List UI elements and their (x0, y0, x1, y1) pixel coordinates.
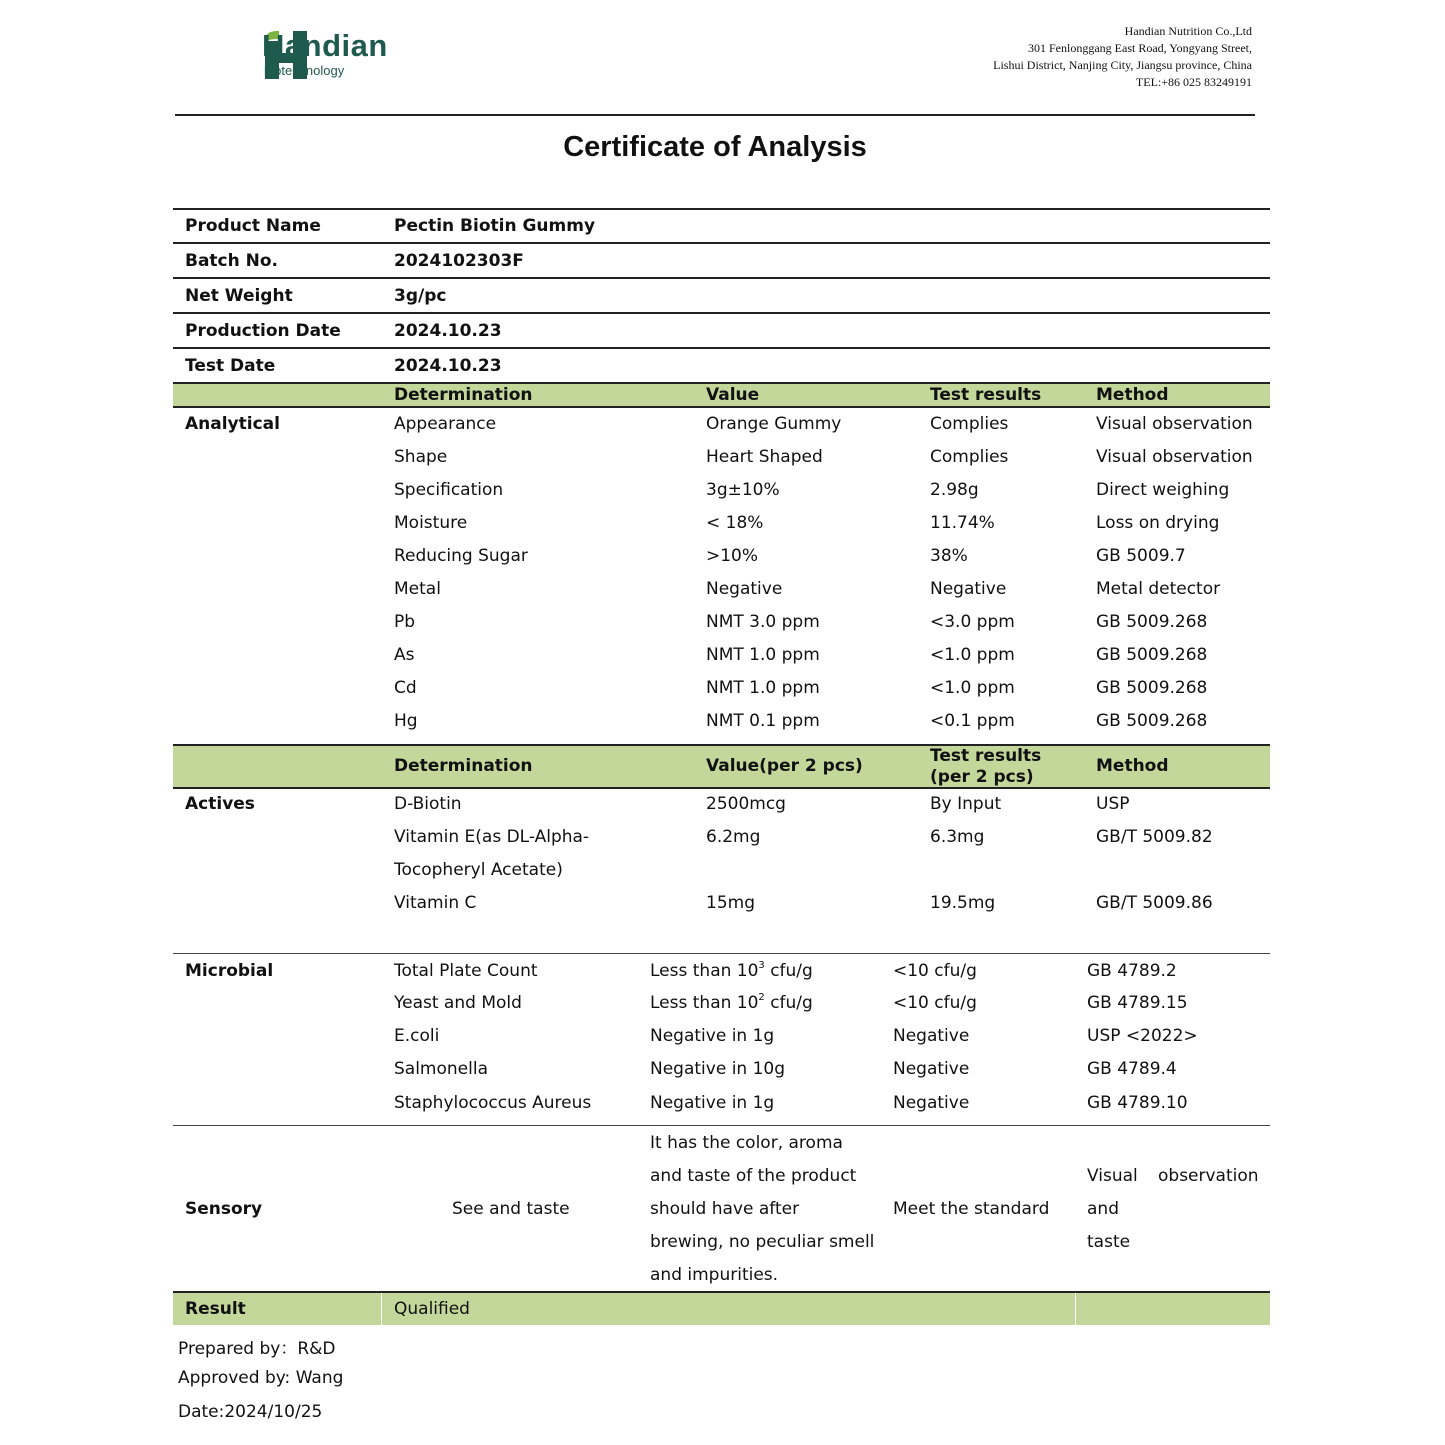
sensory-value-line: It has the color, aroma (650, 1133, 843, 1153)
info-label-production-date: Production Date (185, 321, 341, 341)
analytical-test-result: Negative (930, 579, 1007, 599)
microbial-value-text: Negative in 1g (650, 1026, 775, 1046)
actives-header-method: Method (1096, 756, 1169, 776)
band-separator (381, 1293, 382, 1325)
analytical-test-result: <1.0 ppm (930, 645, 1015, 665)
analytical-determination: Pb (394, 612, 416, 632)
analytical-value: 3g±10% (706, 480, 780, 500)
microbial-value-text: Less than 10 (650, 993, 759, 1013)
actives-value: 2500mcg (706, 794, 786, 814)
analytical-value: Heart Shaped (706, 447, 823, 467)
row-rule (173, 347, 1270, 349)
result-band (173, 1293, 1270, 1325)
approved-by: Approved by: Wang (178, 1368, 344, 1388)
section-sensory: Sensory (185, 1199, 263, 1219)
analytical-determination: As (394, 645, 415, 665)
info-label-product-name: Product Name (185, 216, 321, 236)
company-tel: TEL:+86 025 83249191 (1135, 75, 1252, 89)
analytical-test-result: <1.0 ppm (930, 678, 1015, 698)
analytical-header-determination: Determination (394, 385, 533, 405)
sensory-method-line: observation (1158, 1166, 1259, 1186)
analytical-header-test-results: Test results (930, 385, 1042, 405)
sensory-determination: See and taste (452, 1199, 570, 1219)
analytical-header-value: Value (706, 385, 760, 405)
analytical-value: NMT 1.0 ppm (706, 645, 820, 665)
microbial-method: GB 4789.15 (1087, 993, 1188, 1013)
section-actives: Actives (185, 794, 255, 814)
microbial-test-result: <10 cfu/g (893, 961, 977, 981)
info-label-net-weight: Net Weight (185, 286, 293, 306)
microbial-value-text: Less than 10 (650, 961, 759, 981)
microbial-method: GB 4789.2 (1087, 961, 1177, 981)
microbial-value (650, 1093, 774, 1113)
result-value: Qualified (394, 1299, 470, 1319)
analytical-determination: Specification (394, 480, 504, 500)
info-label-test-date: Test Date (185, 356, 276, 376)
row-rule (173, 953, 1270, 954)
actives-value: 6.2mg (706, 827, 761, 847)
row-rule (173, 277, 1270, 279)
analytical-method: GB 5009.268 (1096, 612, 1208, 632)
section-analytical: Analytical (185, 414, 280, 434)
microbial-value-exponent: 3 (758, 960, 765, 971)
analytical-test-result: 11.74% (930, 513, 995, 533)
analytical-method: Metal detector (1096, 579, 1221, 599)
address-line-1: 301 Fenlonggang East Road, Yongyang Street, (1028, 41, 1252, 55)
microbial-value (650, 1059, 785, 1079)
microbial-determination: Staphylococcus Aureus (394, 1093, 592, 1113)
analytical-determination: Hg (394, 711, 418, 731)
actives-determination: Vitamin C (394, 893, 477, 913)
actives-method: USP (1096, 794, 1130, 814)
actives-test-result: 6.3mg (930, 827, 985, 847)
analytical-method: Visual observation (1096, 414, 1253, 434)
sensory-value-line: brewing, no peculiar smell (650, 1232, 875, 1252)
sensory-method-line: and (1087, 1199, 1119, 1219)
analytical-determination: Shape (394, 447, 448, 467)
page-title: Certificate of Analysis (563, 131, 867, 163)
analytical-test-result: <3.0 ppm (930, 612, 1015, 632)
microbial-value (650, 993, 813, 1013)
info-value-production-date: 2024.10.23 (394, 321, 502, 341)
section-microbial: Microbial (185, 961, 274, 981)
actives-determination: Vitamin E(as DL-Alpha- (394, 827, 590, 847)
microbial-determination: Yeast and Mold (394, 993, 522, 1013)
analytical-value: < 18% (706, 513, 764, 533)
actives-method: GB/T 5009.82 (1096, 827, 1213, 847)
row-rule (173, 1125, 1270, 1126)
table-top-rule (173, 208, 1270, 210)
sensory-value-line: and taste of the product (650, 1166, 857, 1186)
brand-name: Handian (262, 28, 388, 63)
actives-method: GB/T 5009.86 (1096, 893, 1213, 913)
analytical-method: Loss on drying (1096, 513, 1220, 533)
microbial-method: GB 4789.4 (1087, 1059, 1177, 1079)
analytical-method: GB 5009.268 (1096, 711, 1208, 731)
brand-subtitle: biotechnology (264, 63, 345, 78)
analytical-value: Orange Gummy (706, 414, 842, 434)
analytical-determination: Appearance (394, 414, 497, 434)
row-rule (173, 312, 1270, 314)
microbial-determination: Total Plate Count (394, 961, 538, 981)
info-value-net-weight: 3g/pc (394, 286, 447, 306)
actives-header-value: Value(per 2 pcs) (706, 756, 863, 776)
actives-header-per-2-pcs: (per 2 pcs) (930, 767, 1034, 787)
row-rule (173, 406, 1270, 408)
actives-determination: D-Biotin (394, 794, 462, 814)
microbial-method: GB 4789.10 (1087, 1093, 1188, 1113)
band-separator (1075, 1293, 1076, 1325)
microbial-value (650, 1026, 774, 1046)
microbial-test-result: <10 cfu/g (893, 993, 977, 1013)
microbial-value-exponent: 2 (758, 992, 765, 1003)
company-address (993, 23, 1252, 91)
analytical-test-result: Complies (930, 447, 1009, 467)
analytical-determination: Cd (394, 678, 417, 698)
analytical-test-result: Complies (930, 414, 1009, 434)
sensory-result: Meet the standard (893, 1199, 1050, 1219)
company-name: Handian Nutrition Co.,Ltd (1124, 24, 1252, 38)
sensory-method-line: Visual (1087, 1166, 1138, 1186)
actives-determination: Tocopheryl Acetate) (394, 860, 563, 880)
row-rule (173, 382, 1270, 384)
analytical-test-result: <0.1 ppm (930, 711, 1015, 731)
analytical-value: NMT 0.1 ppm (706, 711, 820, 731)
microbial-test-result: Negative (893, 1093, 970, 1113)
actives-value: 15mg (706, 893, 755, 913)
info-value-test-date: 2024.10.23 (394, 356, 502, 376)
analytical-value: >10% (706, 546, 759, 566)
sensory-value-line: should have after (650, 1199, 800, 1219)
microbial-value-unit: cfu/g (764, 961, 813, 981)
analytical-value: NMT 3.0 ppm (706, 612, 820, 632)
actives-test-result: 19.5mg (930, 893, 996, 913)
analytical-determination: Reducing Sugar (394, 546, 528, 566)
actives-header-determination: Determination (394, 756, 533, 776)
analytical-test-result: 38% (930, 546, 968, 566)
microbial-determination: Salmonella (394, 1059, 488, 1079)
microbial-test-result: Negative (893, 1059, 970, 1079)
info-value-batch: 2024102303F (394, 251, 524, 271)
analytical-method: GB 5009.7 (1096, 546, 1186, 566)
microbial-determination: E.coli (394, 1026, 440, 1046)
analytical-value: Negative (706, 579, 783, 599)
header-divider (175, 114, 1255, 116)
sensory-method-line: taste (1087, 1232, 1131, 1252)
info-label-batch: Batch No. (185, 251, 279, 271)
report-date: Date:2024/10/25 (178, 1402, 323, 1422)
row-rule (173, 242, 1270, 244)
result-label: Result (185, 1299, 246, 1319)
microbial-value-text: Negative in 1g (650, 1093, 775, 1113)
analytical-method: GB 5009.268 (1096, 645, 1208, 665)
microbial-value (650, 961, 813, 981)
analytical-method: Visual observation (1096, 447, 1253, 467)
info-value-product-name: Pectin Biotin Gummy (394, 216, 596, 236)
microbial-value-text: Negative in 10g (650, 1059, 786, 1079)
prepared-by: Prepared by：R&D (178, 1339, 336, 1359)
analytical-header-method: Method (1096, 385, 1169, 405)
row-rule (173, 787, 1270, 789)
analytical-value: NMT 1.0 ppm (706, 678, 820, 698)
microbial-test-result: Negative (893, 1026, 970, 1046)
address-line-2: Lishui District, Nanjing City, Jiangsu province, China (993, 58, 1252, 72)
analytical-determination: Moisture (394, 513, 468, 533)
sensory-value-line: and impurities. (650, 1265, 779, 1285)
analytical-determination: Metal (394, 579, 441, 599)
analytical-method: Direct weighing (1096, 480, 1230, 500)
actives-header-test-results: Test results (930, 746, 1042, 766)
actives-test-result: By Input (930, 794, 1002, 814)
microbial-method: USP <2022> (1087, 1026, 1198, 1046)
analytical-method: GB 5009.268 (1096, 678, 1208, 698)
analytical-test-result: 2.98g (930, 480, 979, 500)
microbial-value-unit: cfu/g (764, 993, 813, 1013)
